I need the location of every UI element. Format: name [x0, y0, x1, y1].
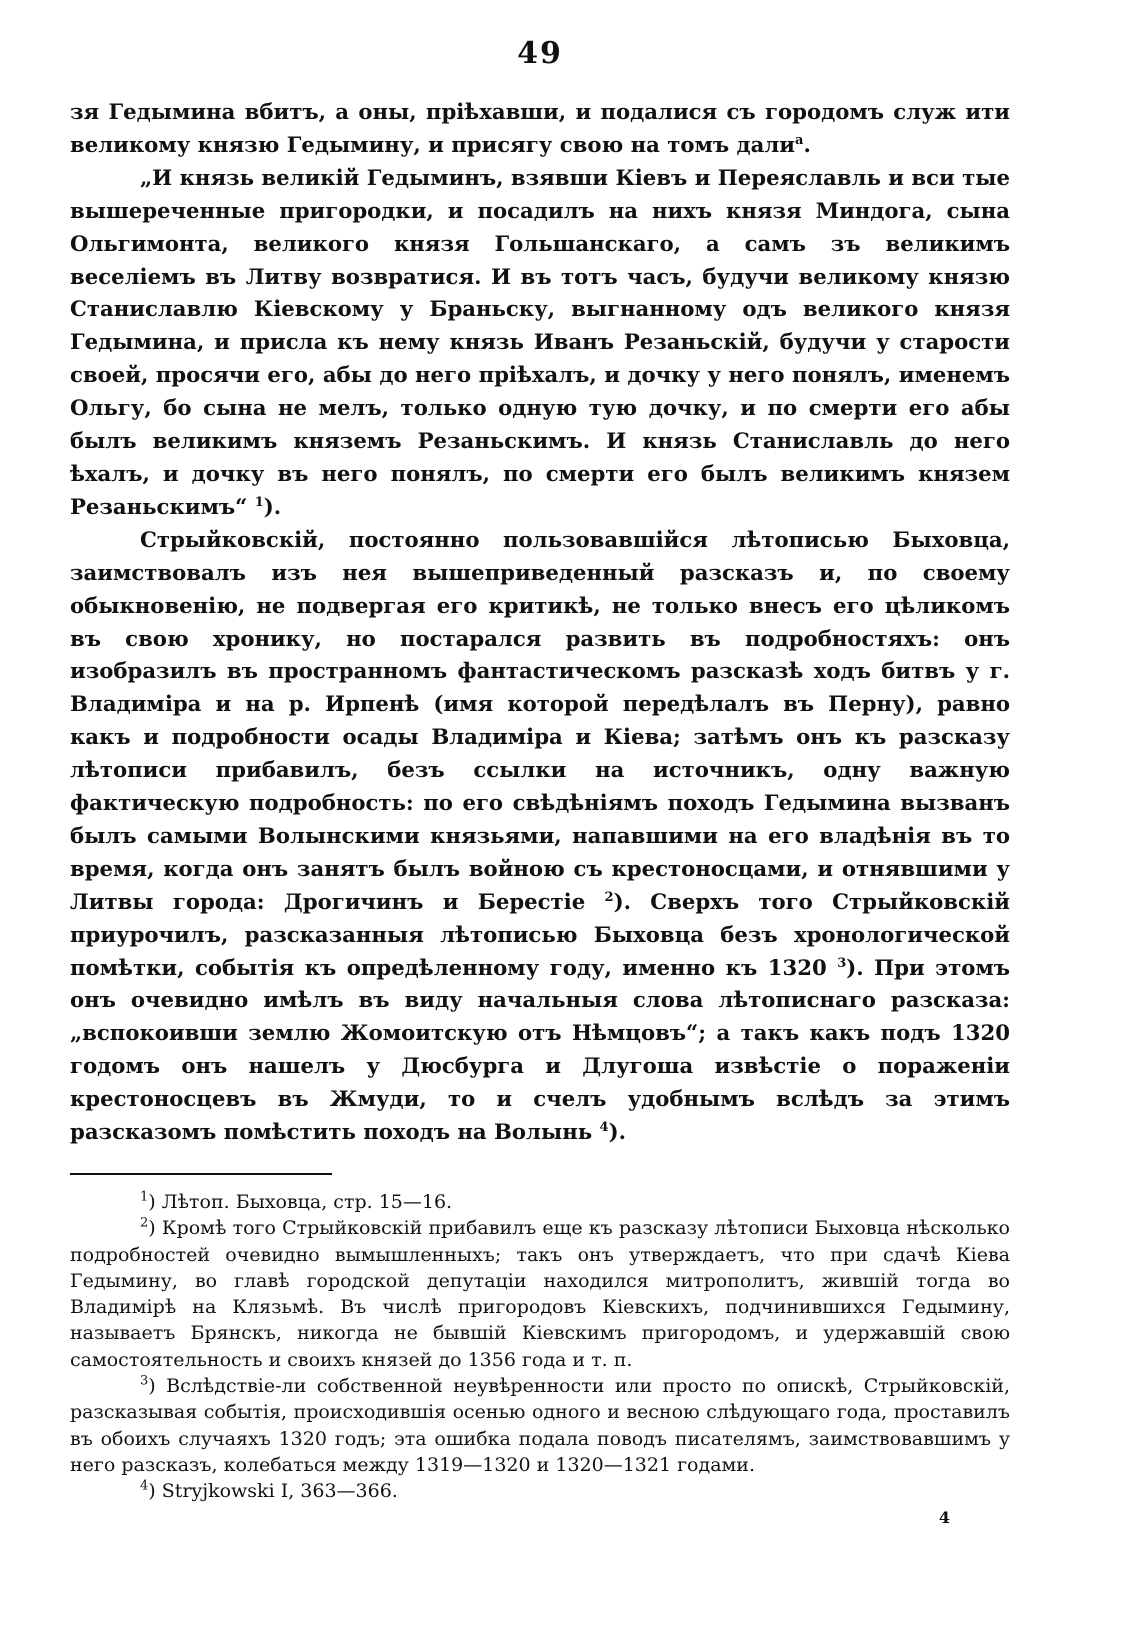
text-run: ). Сверхъ того Стрыйковскій приурочилъ, разсказанныя лѣтописью Быховца безъ хронологической помѣтки, событія къ опредѣленному году, именно къ 1320 — [70, 888, 1010, 980]
text-run: Стрыйковскій, постоянно пользовавшійся лѣтописью Быховца, заимствовалъ изъ нея вышеприведенный разсказъ и, по своему обыкновенію, не подвергая его критикѣ, не только внесъ его цѣликомъ въ свою хронику, но постарался развить въ подробностяхъ: онъ изобразилъ въ пространномъ фантастическомъ разсказѣ ходъ битвъ у г. Владиміра и на р. Ирпенѣ (имя которой передѣлалъ въ Перну), равно какъ и подробности осады Владиміра и Кіева; затѣмъ онъ къ разсказу лѣтописи прибавилъ, безъ ссылки на источникъ, одну важную фактическую подробность: по его свѣдѣніямъ походъ Гедымина вызванъ былъ самыми Волынскими князьями, напавшими на его владѣнія въ то время, когда онъ занятъ былъ войною съ крестоносцами, и отнявшими у Литвы города: Дрогичинъ и Берестіе — [70, 526, 1010, 914]
footnote-text: Кромѣ того Стрыйковскій прибавилъ еще къ разсказу лѣтописи Быховца нѣсколько подробностей очевидно вымышленныхъ; такъ онъ утверждаетъ, что при сдачѣ Кіева Гедымину, во главѣ городской депутаціи находился митрополитъ, жившій тогда во Владимірѣ на Клязьмѣ. Въ числѣ пригородовъ Кіевскихъ, подчинившихся Гедымину, называетъ Брянскъ, никогда не бывшій Кіевскимъ пригородомъ, и удержавшій свою самостоятельность и своихъ князей до 1356 года и т. п. — [70, 1217, 1011, 1371]
footnote-divider — [70, 1173, 332, 1175]
paragraph-3 — [70, 524, 1010, 1149]
paragraph-2 — [70, 162, 1010, 524]
footnote-3: $^3$) Вслѣдствіе-ли собственной неувѣренности или просто по опискѣ, Стрыйковскій, разсказывая событія, происходившія осенью одного и весною слѣдующаго года, проставилъ въ обоихъ случаяхъ 1320 годъ; эта ошибка подала поводъ писателямъ, заимствовавшимъ у него разсказъ, колебаться между 1319—1320 и 1320—1321 годами. — [70, 1373, 1010, 1476]
footnote-number: 2 — [140, 1215, 149, 1231]
footnote-ref: 2 — [604, 889, 614, 905]
text-run: ). При этомъ онъ очевидно имѣлъ въ виду начальныя слова лѣтописнаго разсказа: „вспокоивши землю Жомоитскую отъ Нѣмцовъ“; а такъ какъ подъ 1320 годомъ онъ нашелъ у Дюсбурга и Длугоша извѣстіе о пораженіи крестоносцевъ въ Жмуди, то и счелъ удобнымъ вслѣдъ за этимъ разсказомъ помѣстить походъ на Волынь — [70, 954, 1010, 1145]
footnote-4: $^4$) Stryjkowski I, 363—366. — [140, 1478, 398, 1503]
footnote-number: 3 — [140, 1373, 149, 1389]
text-run: ). — [608, 1119, 626, 1145]
footnotes — [70, 1189, 1010, 1505]
footnote-text: Вслѣдствіе-ли собственной неувѣренности или просто по опискѣ, Стрыйковскій, разсказывая событія, происходившія осенью одного и весною слѣдующаго года, проставилъ въ обоихъ случаяхъ 1320 годъ; эта ошибка подала поводъ писателямъ, заимствовавшимъ у него разсказъ, колебаться между 1319—1320 и 1320—1321 годами. — [70, 1375, 1010, 1476]
footnote-text: Stryjkowski I, 363—366. — [161, 1480, 398, 1503]
footnote-number: 1 — [140, 1189, 149, 1205]
text-run: „И князь великій Гедыминъ, взявши Кіевъ и Переяславль и вси тые вышереченные пригородки, и посадилъ на нихъ князя Миндога, сына Ольгимонта, великого князя Гольшанскаго, а самъ зъ великимъ веселіемъ въ Литву возвратися. И въ тотъ часъ, будучи великому князю Станиславлю Кіевскому у Браньску, выгнанному одъ великого князя Гедымина, и присла къ нему князь Иванъ Резаньскій, будучи у старости своей, просячи его, абы до него пріѣхалъ, и дочку у него понялъ, именемъ Ольгу, бо сына не мелъ, только одную тую дочку, и по смерти его абы былъ великимъ княземъ Резаньскимъ. И князь Станиславль до него ѣхалъ, и дочку въ него понялъ, по смерти его былъ великимъ князем Резаньскимъ“ — [70, 164, 1010, 519]
footnote-mark: а — [795, 132, 804, 148]
footnote-ref: 3 — [837, 955, 847, 971]
text-run: . — [803, 131, 811, 157]
footnote-ref: 4 — [599, 1120, 609, 1136]
footnote-ref: 1 — [254, 494, 264, 510]
paragraph-1 — [70, 96, 1010, 162]
text-run: ). — [263, 493, 282, 519]
footnote-number: 4 — [140, 1478, 149, 1494]
text-run: зя Гедымина вбитъ, а оны, пріѣхавши, и подалися съ городомъ служ ити великому князю Гедымину, и присягу свою на томъ дали — [70, 99, 1010, 157]
page-number: 49 — [517, 36, 563, 71]
footnote-text: Лѣтоп. Быховца, стр. 15—16. — [161, 1191, 453, 1213]
printer-signature: 4 — [938, 1508, 950, 1527]
footnote-2: $^2$) Кромѣ того Стрыйковскій прибавилъ еще къ разсказу лѣтописи Быховца нѣсколько подробностей очевидно вымышленныхъ; такъ онъ утверждаетъ, что при сдачѣ Кіева Гедымину, во главѣ городской депутаціи находился митрополитъ, жившій тогда во Владимірѣ на Клязьмѣ. Въ числѣ пригородовъ Кіевскихъ, подчинившихся Гедымину, называетъ Брянскъ, никогда не бывшій Кіевскимъ пригородомъ, и удержавшій свою самостоятельность и своихъ князей до 1356 года и т. п. — [70, 1215, 1011, 1371]
footnote-1: $^1$) Лѣтоп. Быховца, стр. 15—16. — [140, 1189, 453, 1213]
main-text — [70, 96, 1010, 1149]
